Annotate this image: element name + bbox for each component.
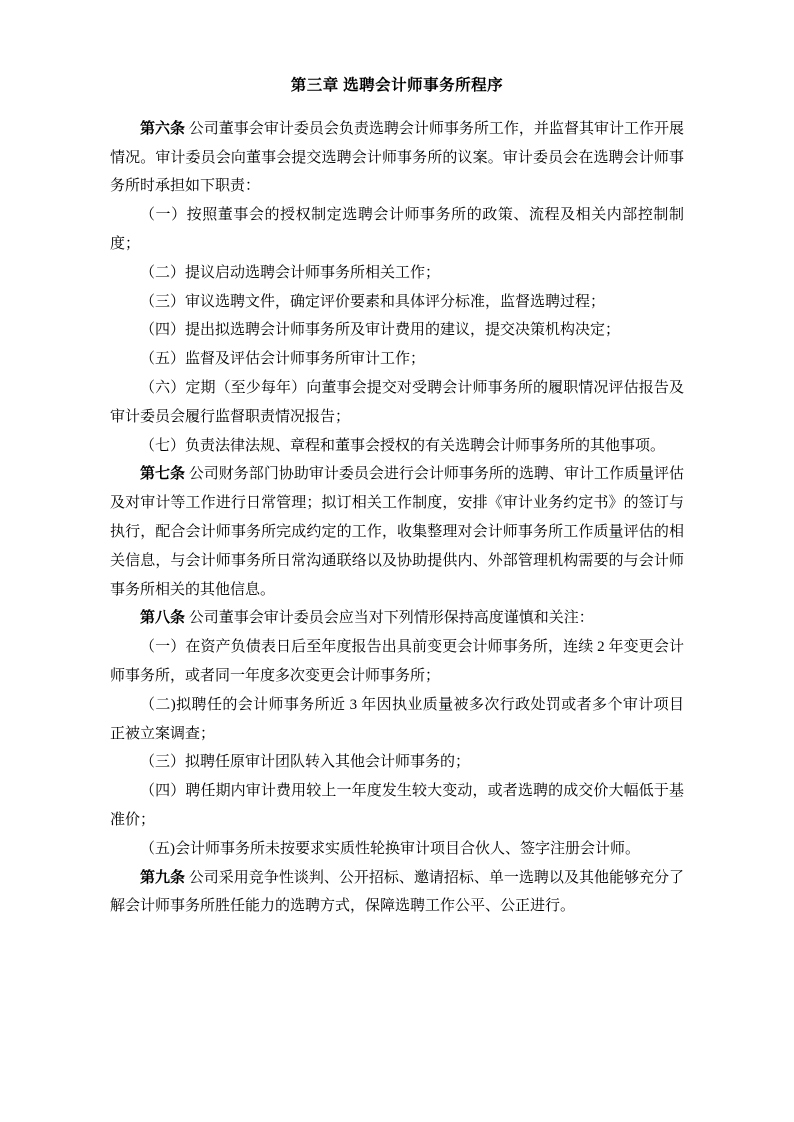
paragraph-text: （三）审议选聘文件，确定评价要素和具体评分标准，监督选聘过程； [140, 293, 606, 310]
paragraph [110, 835, 684, 864]
paragraph-text: （二)拟聘任的会计师事务所近 3 年因执业质量被多次行政处罚或者多个审计项目正被立案调查； [110, 696, 684, 742]
paragraph [110, 374, 684, 432]
paragraph-text: （四）提出拟选聘会计师事务所及审计费用的建议，提交决策机构决定； [140, 322, 621, 339]
paragraph-lead: 第七条 [140, 466, 186, 483]
paragraph [110, 460, 684, 604]
paragraph-lead: 第九条 [140, 869, 186, 886]
paragraph [110, 748, 684, 777]
paragraph [110, 201, 684, 259]
paragraph-text: （六）定期（至少每年）向董事会提交对受聘会计师事务所的履职情况评估报告及审计委员会履行监督职责情况报告； [110, 379, 684, 425]
paragraph-lead: 第六条 [140, 120, 186, 137]
paragraph-text: （一）按照董事会的授权制定选聘会计师事务所的政策、流程及相关内部控制制度； [110, 207, 684, 252]
paragraph-text: （五)会计师事务所未按要求实质性轮换审计项目合伙人、签字注册会计师。 [140, 840, 640, 857]
paragraph-text: （四）聘任期内审计费用较上一年度发生较大变动，或者选聘的成交价大幅低于基准价； [110, 783, 684, 828]
paragraph-text: （五）监督及评估会计师事务所审计工作； [140, 351, 426, 368]
paragraph-text: 公司财务部门协助审计委员会进行会计师事务所的选聘、审计工作质量评估及对审计等工作进行日常管理；拟订相关工作制度，安排《审计业务约定书》的签订与执行，配合会计师事务所完成约定的工作，收集整理对会计师事务所工作质量评估的相关信息，与会计师事务所日常沟通联络以及协助提供内、外部管理机构需要的与会计师事务所相关的其他信息。 [110, 466, 684, 598]
paragraph [110, 864, 684, 922]
paragraph [110, 432, 684, 461]
paragraph [110, 633, 684, 691]
paragraph-lead: 第八条 [140, 610, 186, 627]
paragraph [110, 691, 684, 749]
paragraph [110, 777, 684, 835]
paragraph [110, 288, 684, 317]
paragraph [110, 316, 684, 345]
paragraph-text: （七）负责法律法规、章程和董事会授权的有关选聘会计师事务所的其他事项。 [140, 437, 666, 454]
paragraph [110, 115, 684, 201]
paragraph [110, 345, 684, 374]
paragraph-text: 公司董事会审计委员会负责选聘会计师事务所工作，并监督其审计工作开展情况。审计委员会向董事会提交选聘会计师事务所的议案。审计委员会在选聘会计师事务所时承担如下职责： [110, 120, 684, 195]
paragraph [110, 259, 684, 288]
paragraph-text: 公司采用竞争性谈判、公开招标、邀请招标、单一选聘以及其他能够充分了解会计师事务所胜任能力的选聘方式，保障选聘工作公平、公正进行。 [110, 869, 684, 915]
paragraph [110, 604, 684, 633]
paragraph-text: （二）提议启动选聘会计师事务所相关工作； [140, 264, 441, 281]
paragraph-text: （一）在资产负债表日后至年度报告出具前变更会计师事务所，连续 2 年变更会计师事务所，或者同一年度多次变更会计师事务所； [110, 639, 684, 684]
paragraph-text: （三）拟聘任原审计团队转入其他会计师事务的； [140, 754, 471, 771]
paragraph-text: 公司董事会审计委员会应当对下列情形保持高度谨慎和关注： [185, 610, 594, 627]
page-title: 第三章 选聘会计师事务所程序 [290, 77, 504, 94]
